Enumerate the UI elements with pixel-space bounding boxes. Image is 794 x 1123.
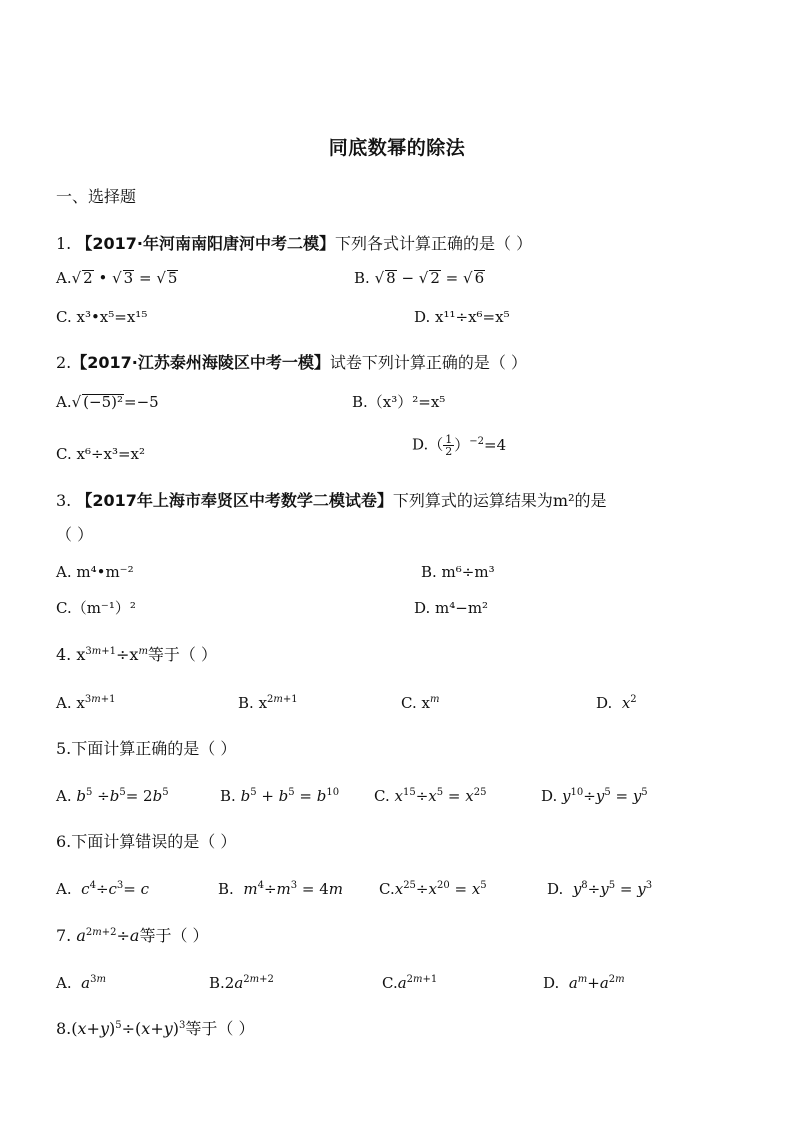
question-8 [56, 1019, 254, 1039]
option-label: A. [56, 694, 72, 712]
q6-option-c: $C.x^{25}\div x^{20} = x^5$ [379, 880, 487, 898]
question-3 [56, 491, 607, 511]
q4-option-b: B. $x^{2m+1}$ [238, 694, 298, 712]
option-label: A. [56, 393, 72, 411]
question-source: 【2017·江苏泰州海陵区中考一模】 [71, 353, 330, 372]
q3-option-b: B. m⁶÷m³ [421, 563, 495, 581]
question-3-stem-continued: （ ） [56, 525, 94, 544]
q1-option-d: D. x¹¹÷x⁶=x⁵ [414, 308, 510, 326]
question-stem: 下面计算正确的是（ ） [71, 739, 237, 758]
q4-option-c: C. $x^m$ [401, 694, 440, 712]
q2-option-b: B.（x³）²=x⁵ [352, 393, 446, 411]
question-source: 【2017年上海市奉贤区中考数学二模试卷】 [76, 491, 393, 510]
question-stem: 下列算式的运算结果为m²的是 [392, 491, 607, 510]
question-number: 2. [56, 353, 72, 372]
option-label: C. [374, 787, 390, 805]
question-stem: 下面计算错误的是（ ） [71, 832, 237, 851]
q1-option-a [56, 268, 178, 288]
option-label: B. [209, 974, 225, 992]
option-label: D. [541, 787, 558, 805]
fraction-one-half: $\frac{1}{2}$ [445, 433, 453, 458]
option-label: C. [379, 880, 395, 898]
q7-option-b: $B.2a^{2m+2}$ [209, 974, 274, 992]
q5-option-b: B. $b^5 + b^5 = b^{10}$ [220, 787, 340, 805]
q7-option-d: D. $a^m+a^{2m}$ [543, 974, 625, 992]
option-label: A. [56, 269, 72, 287]
question-number: 7. [56, 926, 72, 945]
question-number: 5. [56, 739, 72, 758]
option-label: B. [354, 269, 370, 287]
q2-option-d [412, 434, 506, 457]
q7-option-a: A. $a^{3m}$ [56, 974, 106, 992]
option-math: √ (−5)²=−5 [71, 393, 159, 411]
option-label: D. [547, 880, 564, 898]
option-label: B. [220, 787, 236, 805]
question-stem: 等于（ ） [185, 1019, 255, 1038]
question-5 [56, 739, 236, 759]
option-label: A. [56, 880, 72, 898]
q2-option-a [56, 392, 159, 412]
question-stem: 下列各式计算正确的是（ ） [334, 234, 533, 253]
q6-option-b: B. $m^4\div m^3 = 4m$ [218, 880, 344, 898]
q4-option-d: D. $x^2$ [596, 694, 637, 712]
question-math: $a^{2m+2}\div a$ [76, 926, 140, 945]
question-2 [56, 353, 527, 373]
question-stem: 试卷下列计算正确的是（ ） [329, 353, 527, 372]
question-stem: 等于（ ） [139, 926, 209, 945]
q6-option-a: A. $c^4\div c^3= c$ [56, 880, 150, 898]
question-1 [56, 234, 532, 254]
q3-option-a: A. m⁴•m⁻² [56, 563, 134, 581]
page-title: 同底数幂的除法 [328, 137, 466, 159]
q1-option-b [354, 268, 485, 288]
q7-option-c: $C.a^{2m+1}$ [382, 974, 438, 992]
option-math: √ 8 − √ 2 = √ 6 [374, 269, 485, 287]
option-label: A. [56, 787, 72, 805]
question-math: $x^{3m+1}\div x^m$ [76, 645, 148, 664]
option-label: B. [238, 694, 254, 712]
option-label: C. [382, 974, 398, 992]
option-label: D. [596, 694, 613, 712]
question-number: 3. [56, 491, 72, 510]
q2-option-c: C. x⁶÷x³=x² [56, 445, 146, 463]
option-label: B. [218, 880, 234, 898]
option-label: D. [543, 974, 560, 992]
question-4 [56, 645, 217, 665]
question-6 [56, 832, 236, 852]
question-stem: 等于（ ） [147, 645, 218, 664]
option-label: D.（ [412, 435, 444, 454]
question-number: 1. [56, 234, 72, 253]
option-label: A. [56, 974, 72, 992]
q3-option-c: C.（m⁻¹）² [56, 599, 136, 617]
option-math: √ 2 • √ 3 = √ 5 [71, 269, 178, 287]
option-label: C. [401, 694, 417, 712]
q5-option-d: D. $y^{10}\div y^5 = y^5$ [541, 787, 648, 805]
q6-option-d: D. $y^8\div y^5 = y^3$ [547, 880, 653, 898]
q4-option-a: A. $x^{3m+1}$ [56, 694, 116, 712]
q1-option-c: C. x³•x⁵=x¹⁵ [56, 308, 148, 326]
q3-option-d: D. m⁴−m² [414, 599, 489, 617]
option-math: ）$^{-2}$=4 [454, 435, 507, 454]
question-7 [56, 926, 209, 946]
question-math: $(x+y)^5\div(x+y)^3$ [71, 1019, 186, 1038]
question-number: 8. [56, 1019, 72, 1038]
q5-option-c: C. $x^{15}\div x^5 = x^{25}$ [374, 787, 487, 805]
q5-option-a: A. $b^5 \div b^5= 2b^5$ [56, 787, 169, 805]
section-heading: 一、选择题 [56, 187, 137, 206]
question-number: 6. [56, 832, 72, 851]
question-number: 4. [56, 645, 72, 664]
question-source: 【2017·年河南南阳唐河中考二模】 [76, 234, 335, 253]
